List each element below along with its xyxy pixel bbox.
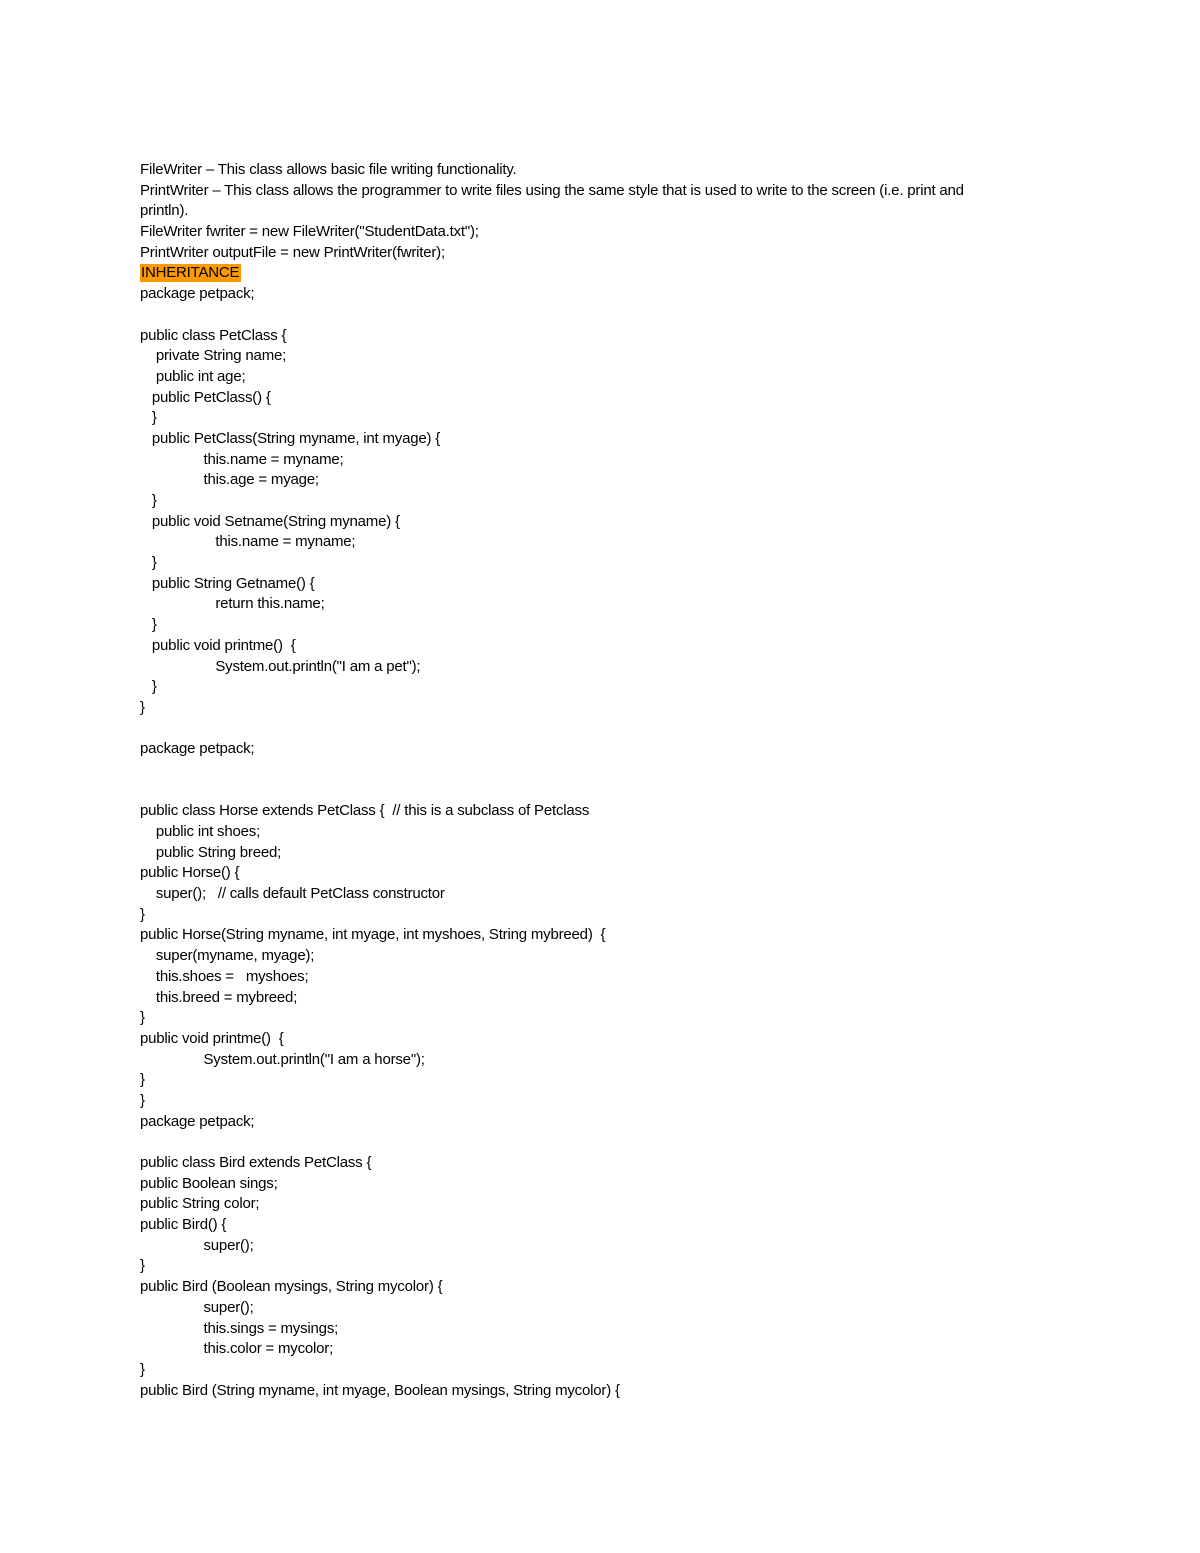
- code-line: public Boolean sings;: [140, 1174, 278, 1192]
- code-line: }: [140, 492, 157, 509]
- code-line: public String Getname() {: [140, 574, 315, 592]
- code-line: }: [140, 1257, 145, 1275]
- text-line: PrintWriter – This class allows the programmer to write files using the same style that is used to write to the screen (i.e. print and: [140, 181, 964, 199]
- code-line: public void printme() {: [140, 1029, 284, 1047]
- code-line: System.out.println("I am a pet");: [140, 657, 421, 675]
- code-line: package petpack;: [140, 285, 255, 303]
- code-line: FileWriter fwriter = new FileWriter("StudentData.txt");: [140, 223, 479, 241]
- inheritance-heading: INHERITANCE: [141, 264, 240, 282]
- code-line: public class Bird extends PetClass {: [140, 1154, 372, 1171]
- blank-line: [140, 760, 1070, 781]
- blank-line: [140, 305, 1070, 326]
- code-line: this.sings = mysings;: [140, 1319, 339, 1337]
- code-line: this.name = myname;: [140, 533, 356, 551]
- code-line: return this.name;: [140, 595, 325, 613]
- code-line: }: [140, 409, 157, 427]
- code-line: public Bird() {: [140, 1216, 227, 1234]
- code-line: public PetClass(String myname, int myage) {: [140, 429, 441, 447]
- code-line: }: [140, 905, 145, 923]
- code-line: }: [140, 1360, 145, 1378]
- code-line: }: [140, 1071, 145, 1089]
- code-line: }: [140, 1009, 145, 1027]
- code-line: this.shoes = myshoes;: [140, 967, 309, 985]
- code-line: public Horse() {: [140, 864, 240, 882]
- code-line: public PetClass() {: [140, 388, 271, 406]
- text-line: FileWriter – This class allows basic file writing functionality.: [140, 161, 517, 178]
- code-line: super(myname, myage);: [140, 947, 315, 965]
- code-line: public String color;: [140, 1195, 260, 1213]
- code-line: }: [140, 616, 157, 634]
- code-line: this.breed = mybreed;: [140, 988, 298, 1006]
- code-line: public Bird (String myname, int myage, Boolean mysings, String mycolor) {: [140, 1381, 620, 1399]
- code-line: super(); // calls default PetClass constructor: [140, 885, 445, 903]
- code-line: public void Setname(String myname) {: [140, 512, 400, 530]
- code-line: super();: [140, 1236, 254, 1254]
- code-line: public Bird (Boolean mysings, String mycolor) {: [140, 1278, 443, 1296]
- text-line: println).: [140, 202, 189, 220]
- code-line: }: [140, 698, 145, 716]
- code-line: this.name = myname;: [140, 450, 344, 468]
- code-line: public String breed;: [140, 843, 282, 861]
- code-line: public int age;: [140, 367, 246, 385]
- document-body: [140, 160, 1070, 1401]
- code-line: }: [140, 1091, 145, 1109]
- code-line: }: [140, 678, 157, 696]
- code-line: super();: [140, 1298, 254, 1316]
- code-line: package petpack;: [140, 740, 255, 758]
- section-heading-line: [140, 263, 1070, 284]
- code-line: public int shoes;: [140, 823, 261, 840]
- code-line: public void printme() {: [140, 636, 296, 654]
- code-line: this.age = myage;: [140, 471, 319, 489]
- code-line: this.color = mycolor;: [140, 1340, 334, 1358]
- blank-line: [140, 719, 1070, 740]
- code-line: PrintWriter outputFile = new PrintWriter(fwriter);: [140, 243, 445, 261]
- code-line: private String name;: [140, 347, 287, 365]
- code-line: package petpack;: [140, 1112, 255, 1130]
- code-line: System.out.println("I am a horse");: [140, 1050, 425, 1068]
- blank-line: [140, 781, 1070, 802]
- code-line: public class PetClass {: [140, 326, 287, 344]
- code-line: public Horse(String myname, int myage, int myshoes, String mybreed) {: [140, 926, 606, 944]
- blank-line: [140, 1132, 1070, 1153]
- code-line: }: [140, 554, 157, 572]
- code-line: public class Horse extends PetClass { // this is a subclass of Petclass: [140, 802, 590, 820]
